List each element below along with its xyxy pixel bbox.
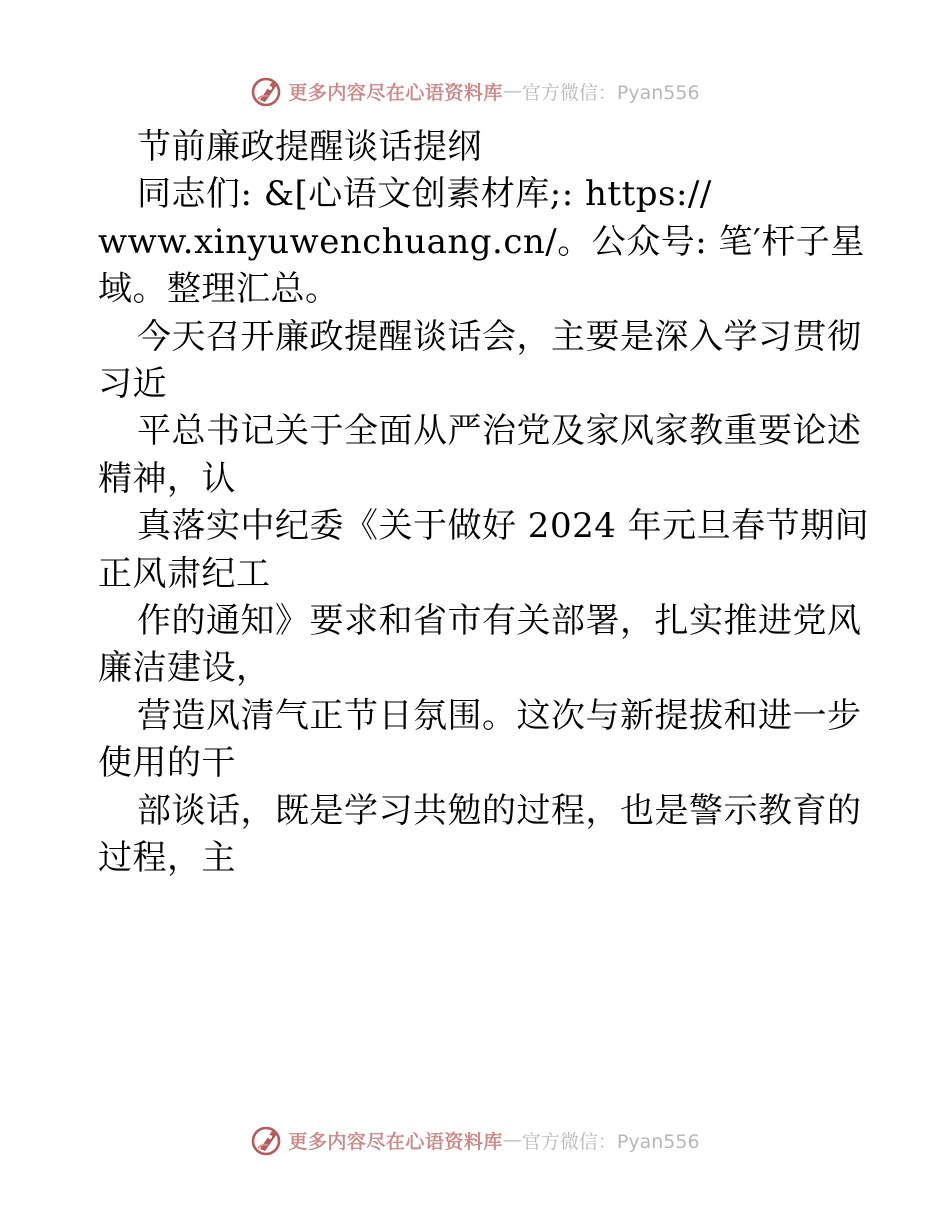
document-title: 节前廉政提醒谈话提纲 (137, 127, 482, 167)
text-line: 营造风清气正节日氛围。这次与新提拔和进一步 (137, 695, 862, 736)
watermark-brand: 更多内容尽在心语资料库 (288, 81, 503, 104)
watermark-separator: — (502, 80, 522, 102)
text-line: 平总书记关于全面从严治党及家风家教重要论述 (137, 411, 862, 452)
text-line: 作的通知》要求和省市有关部署，扎实推进党风 (137, 601, 862, 642)
text-line: 过程，主 (98, 838, 236, 879)
watermark-separator: — (502, 1129, 522, 1151)
text-line: 部谈话，既是学习共勉的过程，也是警示教育的 (137, 790, 862, 831)
text-line: 使用的干 (98, 743, 236, 784)
footer-watermark (0, 1120, 950, 1160)
pen-nib-circle-icon (250, 74, 284, 108)
watermark-contact: 官方微信：Pyan556 (521, 1130, 700, 1153)
header-watermark (0, 71, 950, 111)
text-line: 今天召开廉政提醒谈话会，主要是深入学习贯彻 (137, 316, 862, 357)
document-body (98, 124, 870, 883)
text-line: 真落实中纪委《关于做好 2024 年元旦春节期间 (137, 506, 870, 547)
text-line: 域。整理汇总。 (98, 269, 340, 310)
text-line: 正风肃纪工 (98, 553, 271, 594)
text-line: 同志们: &[心语文创素材库;: https:// (137, 174, 712, 215)
text-line: 廉洁建设， (98, 648, 271, 689)
text-line: www.xinyuwenchuang.cn/。公众号: 笔′杆子星 (98, 221, 865, 262)
pen-nib-circle-icon (250, 1123, 284, 1157)
text-line: 习近 (98, 364, 167, 405)
text-line: 精神，认 (98, 458, 236, 499)
watermark-contact: 官方微信：Pyan556 (521, 81, 700, 104)
watermark-brand: 更多内容尽在心语资料库 (288, 1130, 503, 1153)
